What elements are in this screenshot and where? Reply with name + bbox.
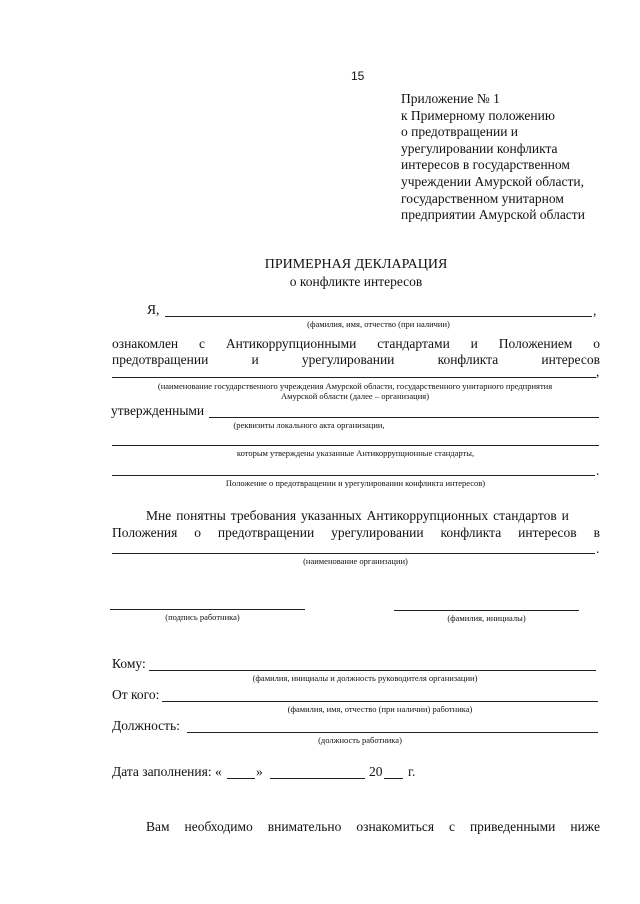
approved-caption-2: которым утверждены указанные Антикоррупционные стандарты, <box>236 448 475 458</box>
understood-suffix: . <box>596 541 600 556</box>
appendix-line: учреждении Амурской области, <box>401 173 585 189</box>
word: Вам <box>146 819 170 834</box>
word: с <box>199 336 206 351</box>
declarant-name-field[interactable] <box>165 316 592 317</box>
word: конфликта <box>440 525 502 540</box>
appendix-line: к Примерному положению <box>401 107 555 123</box>
page-number: 15 <box>351 69 365 83</box>
appendix-line: государственном унитарном <box>401 190 564 206</box>
appendix-line: Приложение № 1 <box>401 91 500 106</box>
declarant-caption: (фамилия, имя, отчество (при наличии) <box>307 319 450 329</box>
approved-act-field-3[interactable] <box>112 475 595 476</box>
date-label: Дата заполнения: « <box>112 764 222 779</box>
word: и <box>251 352 259 367</box>
word: Положения <box>112 525 178 540</box>
word: о <box>593 336 600 351</box>
date-year-prefix: 20 <box>369 764 383 779</box>
organization-caption-1: (наименование государственного учреждения Амурской области, государственного унитарного предприятия <box>157 381 553 391</box>
word: предотвращении <box>112 352 209 367</box>
position-field[interactable] <box>187 732 598 733</box>
organization-name-field[interactable] <box>112 377 596 378</box>
organization-caption-2: Амурской области (далее – организация) <box>280 391 430 401</box>
date-year-suffix: г. <box>408 764 416 779</box>
signature-field[interactable] <box>110 609 305 610</box>
document-subtitle: о конфликте интересов <box>289 274 423 289</box>
date-year-field[interactable] <box>384 778 403 779</box>
understood-org-field[interactable] <box>112 553 595 554</box>
understood-caption: (наименование организации) <box>303 556 408 566</box>
appendix-block <box>401 91 585 224</box>
word: урегулировании <box>331 525 424 540</box>
to-label: Кому: <box>112 656 146 671</box>
date-day-field[interactable] <box>227 778 255 779</box>
word: приведенными <box>469 819 556 834</box>
declarant-prefix: Я, <box>147 302 160 317</box>
word: ознакомиться <box>356 819 435 834</box>
ack-suffix: , <box>596 364 600 379</box>
word: предотвращении <box>217 525 315 540</box>
word: с <box>449 819 455 834</box>
position-label: Должность: <box>112 718 180 733</box>
approved-suffix: . <box>596 463 600 478</box>
understood-line-1: Мне понятны требования указанных Антикоррупционных стандартов и <box>146 508 569 523</box>
date-month-field[interactable] <box>270 778 365 779</box>
word: урегулировании <box>301 352 395 367</box>
from-field[interactable] <box>162 701 598 702</box>
position-caption: (должность работника) <box>318 735 402 745</box>
word: ознакомлен <box>112 336 179 351</box>
to-caption: (фамилия, инициалы и должность руководителя организации) <box>252 673 478 683</box>
approved-caption: (реквизиты локального акта организации, <box>233 420 385 430</box>
word: необходимо <box>184 819 253 834</box>
word: в <box>593 525 600 540</box>
initials-field[interactable] <box>394 610 579 611</box>
from-caption: (фамилия, имя, отчество (при наличии) работника) <box>287 704 473 714</box>
to-field[interactable] <box>149 670 596 671</box>
date-close-quote: » <box>256 764 263 779</box>
word: о <box>194 525 201 540</box>
word: конфликта <box>437 352 499 367</box>
word: интересов <box>518 525 577 540</box>
word: Антикоррупционными <box>225 336 357 351</box>
approved-act-field[interactable] <box>209 417 599 418</box>
appendix-line: предприятии Амурской области <box>401 207 585 223</box>
word: ниже <box>570 819 600 834</box>
approved-caption-3: Положение о предотвращении и урегулировании конфликта интересов) <box>225 478 486 488</box>
appendix-line: урегулировании конфликта <box>401 140 558 156</box>
signature-caption: (подпись работника) <box>165 612 240 622</box>
declarant-suffix: , <box>593 303 597 318</box>
ack-line-2 <box>112 352 600 368</box>
word: Положением <box>498 336 573 351</box>
understood-line-2 <box>112 525 600 541</box>
word: внимательно <box>267 819 342 834</box>
word: интересов <box>541 352 600 367</box>
document-title: ПРИМЕРНАЯ ДЕКЛАРАЦИЯ <box>264 257 448 272</box>
word: стандартами <box>377 336 450 351</box>
appendix-line: о предотвращении и <box>401 124 519 140</box>
closing-line <box>146 819 600 835</box>
word: и <box>470 336 478 351</box>
ack-line-1 <box>112 336 600 352</box>
from-label: От кого: <box>112 687 160 702</box>
initials-caption: (фамилия, инициалы) <box>447 613 526 623</box>
appendix-line: интересов в государственном <box>401 157 570 173</box>
approved-label: утвержденными <box>111 403 205 418</box>
approved-act-field-2[interactable] <box>112 445 599 446</box>
